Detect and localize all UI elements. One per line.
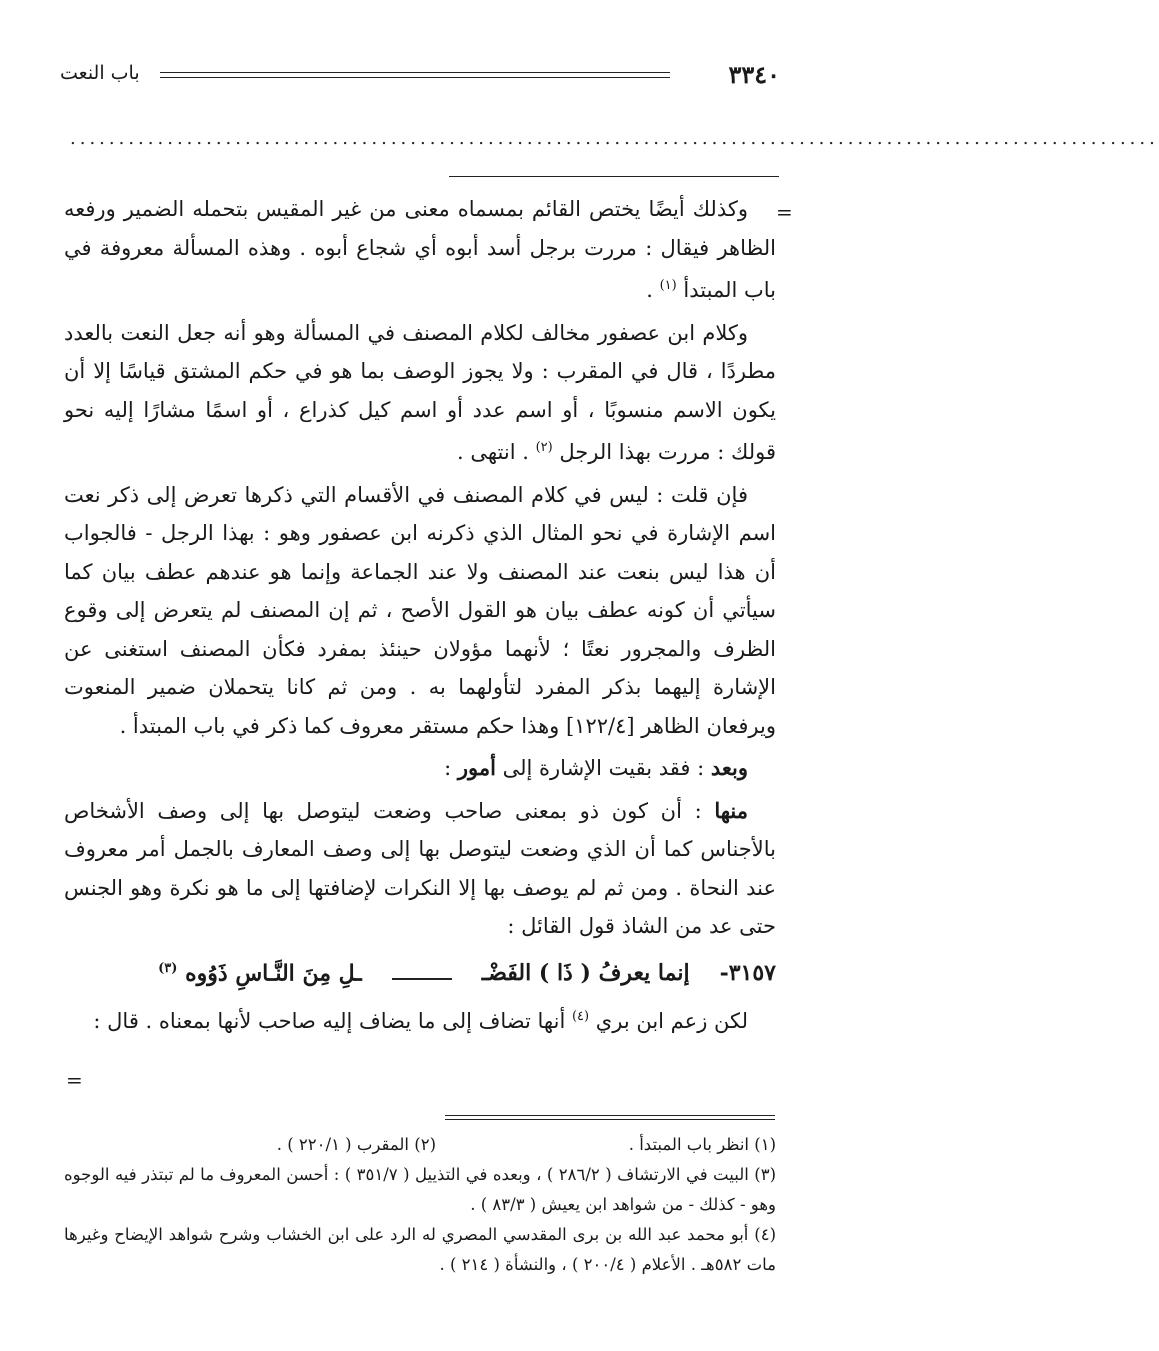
footnote-4: (٤) أبو محمد عبد الله بن برى المقدسي المصري له الرد على ابن الخشاب وشرح شواهد الإيضاح وغيرها مات ٥٨٢هـ . الأعلام ( ٢٠٠/٤ ) ، والنشأة ( ٢١٤ ) .: [64, 1225, 776, 1274]
header-rule: [160, 72, 670, 78]
short-rule: [449, 176, 779, 177]
footnote-ref-4: (٤): [571, 1009, 590, 1025]
footnote-row-1: [64, 1130, 776, 1160]
footnote-rule: [445, 1115, 775, 1120]
paragraph-1: وكذلك أيضًا يختص القائم بمسماه معنى من غير المقيس بتحمله الضمير ورفعه الظاهر فيقال : مررت برجل أسد أبوه أي شجاع أبوه . وهذه المسألة معروفة في باب المبتدأ $^{(١)}$ .: [64, 197, 776, 302]
verse-number: ٣١٥٧-: [719, 959, 776, 986]
dotted-separator: ................................................................................................................: [70, 128, 1159, 149]
footnote-3: (٣) البيت في الارتشاف ( ٢٨٦/٢ ) ، وبعده في التذييل ( ٣٥١/٧ ) : أحسن المعروف ما لم تبتذر فيه الوجوه وهو - كذلك - من شواهد ابن يعيش ( ٨٣/٣ ) .: [64, 1165, 776, 1214]
footnote-ref-1: (١): [659, 278, 677, 293]
main-text: [64, 190, 776, 1045]
paragraph-5: منها : أن كون ذو بمعنى صاحب وضعت ليتوصل بها إلى وصف الأشخاص بالأجناس كما أن الذي وضعت ليتوصل بها إلى وصف المعارف بالجمل أمر معروف عند النحاة . ومن ثم لم يوصف بها إلا النكرات لإضافتها إلى ما هو نكرة وهو الجنس حتى عد من الشاذ قول القائل :: [64, 797, 776, 938]
paragraph-6: لكن زعم ابن بري $^{(٤)}$ أنها تضاف إلى ما يضاف إليه صاحب لأنها بمعناه . قال :: [93, 1009, 748, 1034]
page-number: ٣٣٤٠: [728, 60, 780, 89]
continuation-mark-top: =: [776, 200, 793, 224]
page-header: [60, 60, 780, 94]
poetry-verse: [64, 950, 776, 993]
footnote-ref-3: (٣): [158, 960, 178, 976]
footnote-2: (٢) المقرب ( ٢٢٠/١ ) .: [276, 1135, 436, 1154]
paragraph-3: فإن قلت : ليس في كلام المصنف في الأقسام التي ذكرها تعرض إلى ذكر نعت اسم الإشارة في نحو المثال الذي ذكرنه ابن عصفور وهو : بهذا الرجل - فالجواب أن هذا ليس بنعت عند المصنف ولا عند الجماعة وإنما هو عندهم عطف بيان كما سيأتي أن كونه عطف بيان هو القول الأصح ، ثم إن المصنف لم يتعرض إلى وقوع الظرف والمجرور نعتًا ؛ لأنهما مؤولان حينئذ بمفرد فكأن المصنف استغنى عن الإشارة إليهما بذكر المفرد لتأولهما به . ومن ثم كانا يتحملان ضمير المنعوت ويرفعان الظاهر [١٢٢/٤] وهذا حكم مستقر معروف كما ذكر في باب المبتدأ .: [64, 482, 776, 738]
continuation-mark-bottom: =: [66, 1068, 83, 1092]
footnote-1: (١) انظر باب المبتدأ .: [628, 1135, 776, 1154]
footnotes: [64, 1130, 776, 1280]
hemistich-divider: [392, 978, 452, 980]
paragraph-4: وبعد : فقد بقيت الإشارة إلى أمور :: [444, 755, 748, 780]
footnote-ref-2: (٢): [535, 440, 553, 455]
verse-first-hemistich: إنما يعرفُ ( ذَا ) الفَضْـ: [481, 959, 690, 986]
verse-second-hemistich: ـلِ مِنَ النَّـاسِ ذَوُوه $^{(٣)}$: [158, 959, 362, 986]
paragraph-2: وكلام ابن عصفور مخالف لكلام المصنف في المسألة وهو أنه جعل النعت بالعدد مطردًا ، قال في المقرب : ولا يجوز الوصف بما هو في حكم المشتق قياسًا إلا أن يكون الاسم منسوبًا ، أو اسم عدد أو اسم كيل كذراع ، أو اسمًا مشارًا إليه نحو قولك : مررت بهذا الرجل $^{(٢)}$ . انتهى .: [64, 320, 776, 464]
chapter-title: باب النعت: [60, 62, 140, 84]
